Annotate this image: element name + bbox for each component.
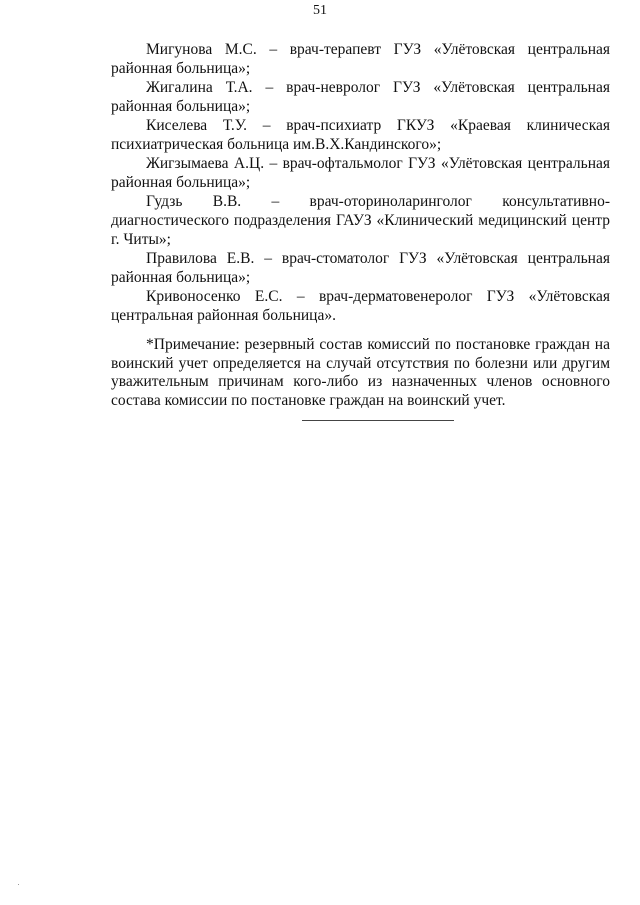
text-line: Жигалина Т.А. – врач-невролог ГУЗ «Улётовская центральная	[146, 79, 610, 96]
text-line: *Примечание: резервный состав комиссий по постановке граждан на	[146, 336, 610, 353]
text-line: Правилова Е.В. – врач-стоматолог ГУЗ «Улётовская центральная	[146, 250, 610, 267]
text-line: районная больница»;	[111, 60, 251, 77]
text-line: Кривоносенко Е.С. – врач-дерматовенеролог ГУЗ «Улётовская	[146, 288, 610, 305]
member-entry	[111, 116, 610, 154]
text-line: районная больница»;	[111, 269, 251, 286]
commission-member-list	[111, 40, 610, 325]
member-entry	[111, 249, 610, 287]
member-entry	[111, 154, 610, 192]
member-entry	[111, 287, 610, 325]
note-text	[111, 336, 610, 410]
footnote-paragraph	[111, 336, 610, 410]
text-line: состава комиссии по постановке граждан на воинский учет.	[111, 391, 506, 409]
text-line: воинский учет определяется на случай отсутствия по болезни или другим	[111, 354, 610, 372]
text-line: Мигунова М.С. – врач-терапевт ГУЗ «Улётовская центральная	[146, 41, 610, 58]
text-line: Жигзымаева А.Ц. – врач-офтальмолог ГУЗ «Улётовская центральная	[146, 155, 610, 172]
document-body	[111, 40, 610, 410]
member-entry	[111, 192, 610, 249]
scan-speck	[18, 884, 19, 885]
text-line: Гудзь В.В. – врач-оториноларинголог консультативно-	[146, 193, 610, 210]
text-line: уважительным причинам кого-либо из назначенных членов основного	[111, 373, 610, 390]
text-line: районная больница»;	[111, 174, 251, 191]
text-line: центральная районная больница».	[111, 307, 336, 324]
text-line: диагностического подразделения ГАУЗ «Клинический медицинский центр	[111, 212, 610, 229]
member-entry	[111, 40, 610, 78]
text-line: Киселева Т.У. – врач-психиатр ГКУЗ «Краевая клиническая	[146, 117, 610, 134]
member-entry	[111, 78, 610, 116]
page-number: 51	[313, 3, 327, 18]
text-line: г. Читы»;	[111, 231, 171, 248]
text-line: психиатрическая больница им.В.Х.Кандинского»;	[111, 136, 442, 153]
end-divider-line	[302, 420, 454, 421]
text-line: районная больница»;	[111, 98, 251, 115]
